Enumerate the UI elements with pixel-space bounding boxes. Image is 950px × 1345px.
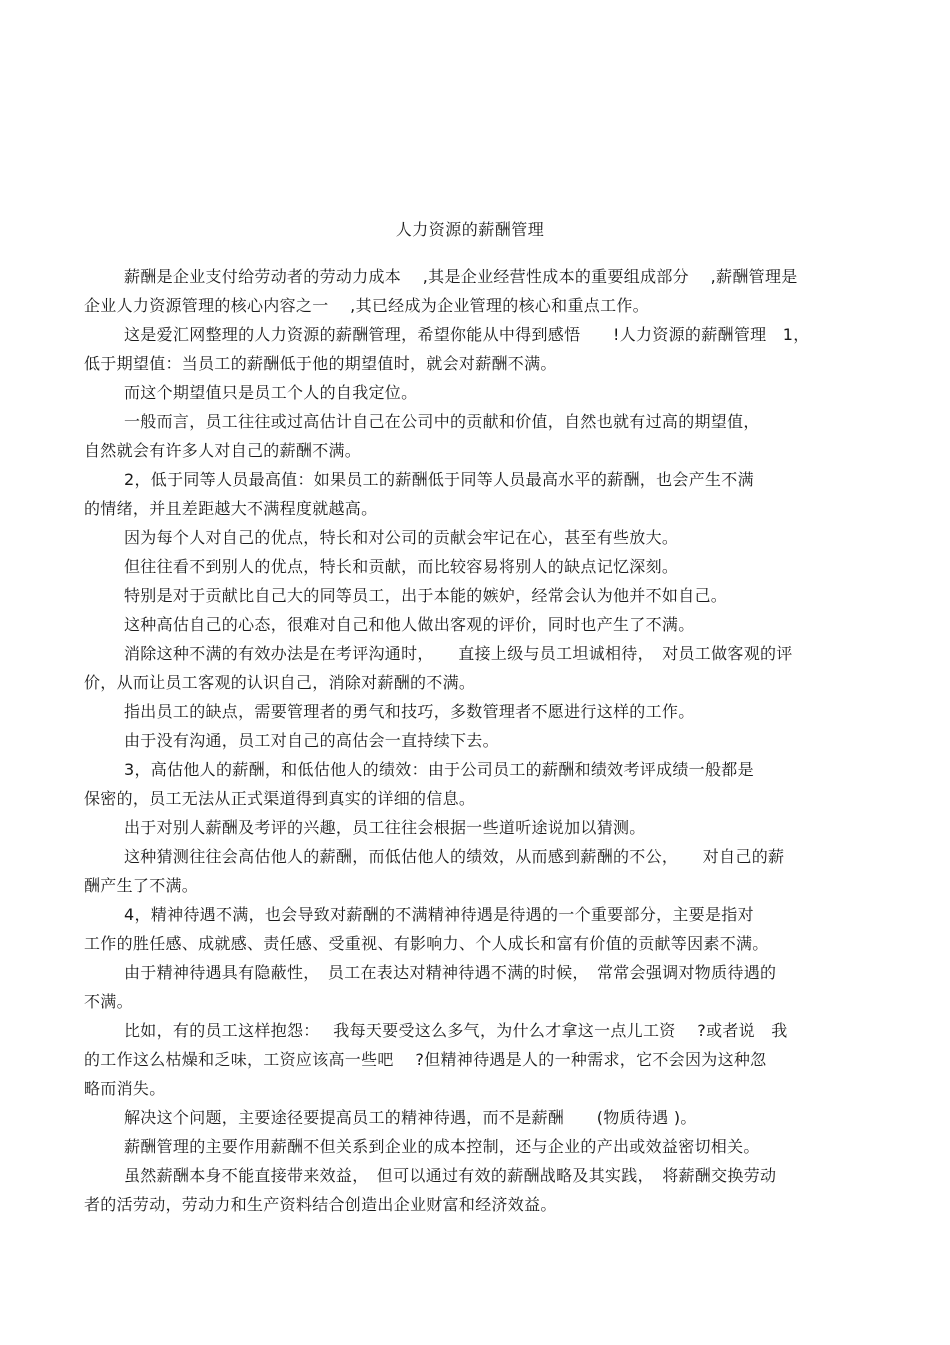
text-line: 薪酬管理的主要作用薪酬不但关系到企业的成本控制，还与企业的产出或效益密切相关。 [124, 1137, 760, 1156]
text-line: 价，从而让员工客观的认识自己，消除对薪酬的不满。 [84, 673, 476, 692]
text-line: 比如，有的员工这样抱怨： 我每天要受这么多气，为什么才拿这一点儿工资 ?或者说 我 [124, 1021, 788, 1040]
text-line: 薪酬是企业支付给劳动者的劳动力成本 ,其是企业经营性成本的重要组成部分 ,薪酬管理是 [124, 267, 798, 286]
document-title: 人力资源的薪酬管理 [395, 220, 545, 239]
text-line: 由于精神待遇具有隐蔽性， 员工在表达对精神待遇不满的时候， 常常会强调对物质待遇的 [124, 963, 777, 982]
text-line: 者的活劳动，劳动力和生产资料结合创造出企业财富和经济效益。 [84, 1195, 557, 1214]
text-line: 略而消失。 [84, 1079, 166, 1098]
text-line: 的情绪，并且差距越大不满程度就越高。 [84, 499, 378, 518]
text-line: 特别是对于贡献比自己大的同等员工，出于本能的嫉妒，经常会认为他并不如自己。 [124, 586, 728, 605]
text-line: 而这个期望值只是员工个人的自我定位。 [124, 383, 418, 402]
text-line: 2，低于同等人员最高值：如果员工的薪酬低于同等人员最高水平的薪酬，也会产生不满 [124, 470, 754, 489]
text-line: 的工作这么枯燥和乏味，工资应该高一些吧 ?但精神待遇是人的一种需求，它不会因为这种忽 [84, 1050, 767, 1069]
text-line: 因为每个人对自己的优点，特长和对公司的贡献会牢记在心，甚至有些放大。 [124, 528, 679, 547]
text-line: 消除这种不满的有效办法是在考评沟通时， 直接上级与员工坦诚相待， 对员工做客观的评 [124, 644, 793, 663]
text-line: 这种猜测往往会高估他人的薪酬，而低估他人的绩效，从而感到薪酬的不公， 对自己的薪 [124, 847, 785, 866]
text-line: 保密的，员工无法从正式渠道得到真实的详细的信息。 [84, 789, 476, 808]
text-line: 但往往看不到别人的优点，特长和贡献，而比较容易将别人的缺点记忆深刻。 [124, 557, 679, 576]
text-line: 酬产生了不满。 [84, 876, 199, 895]
text-line: 这种高估自己的心态，很难对自己和他人做出客观的评价，同时也产生了不满。 [124, 615, 695, 634]
text-line: 低于期望值：当员工的薪酬低于他的期望值时，就会对薪酬不满。 [84, 354, 557, 373]
text-line: 出于对别人薪酬及考评的兴趣，员工往往会根据一些道听途说加以猜测。 [124, 818, 646, 837]
text-line: 这是爱汇网整理的人力资源的薪酬管理，希望你能从中得到感悟 !人力资源的薪酬管理 1， [124, 325, 810, 344]
text-line: 4，精神待遇不满，也会导致对薪酬的不满精神待遇是待遇的一个重要部分，主要是指对 [124, 905, 754, 924]
text-line: 3，高估他人的薪酬，和低估他人的绩效：由于公司员工的薪酬和绩效考评成绩一般都是 [124, 760, 754, 779]
text-line: 虽然薪酬本身不能直接带来效益， 但可以通过有效的薪酬战略及其实践， 将薪酬交换劳动 [124, 1166, 777, 1185]
text-line: 自然就会有许多人对自己的薪酬不满。 [84, 441, 362, 460]
text-line: 一般而言，员工往往或过高估计自己在公司中的贡献和价值，自然也就有过高的期望值， [124, 412, 760, 431]
text-line: 不满。 [84, 992, 133, 1011]
text-line: 企业人力资源管理的核心内容之一 ,其已经成为企业管理的核心和重点工作。 [84, 296, 649, 315]
text-line: 由于没有沟通，员工对自己的高估会一直持续下去。 [124, 731, 499, 750]
text-line: 指出员工的缺点，需要管理者的勇气和技巧，多数管理者不愿进行这样的工作。 [124, 702, 695, 721]
document-body [84, 262, 864, 1219]
text-line: 工作的胜任感、成就感、责任感、受重视、有影响力、个人成长和富有价值的贡献等因素不满。 [84, 934, 769, 953]
text-line: 解决这个问题，主要途径要提高员工的精神待遇，而不是薪酬 (物质待遇 )。 [124, 1108, 697, 1127]
